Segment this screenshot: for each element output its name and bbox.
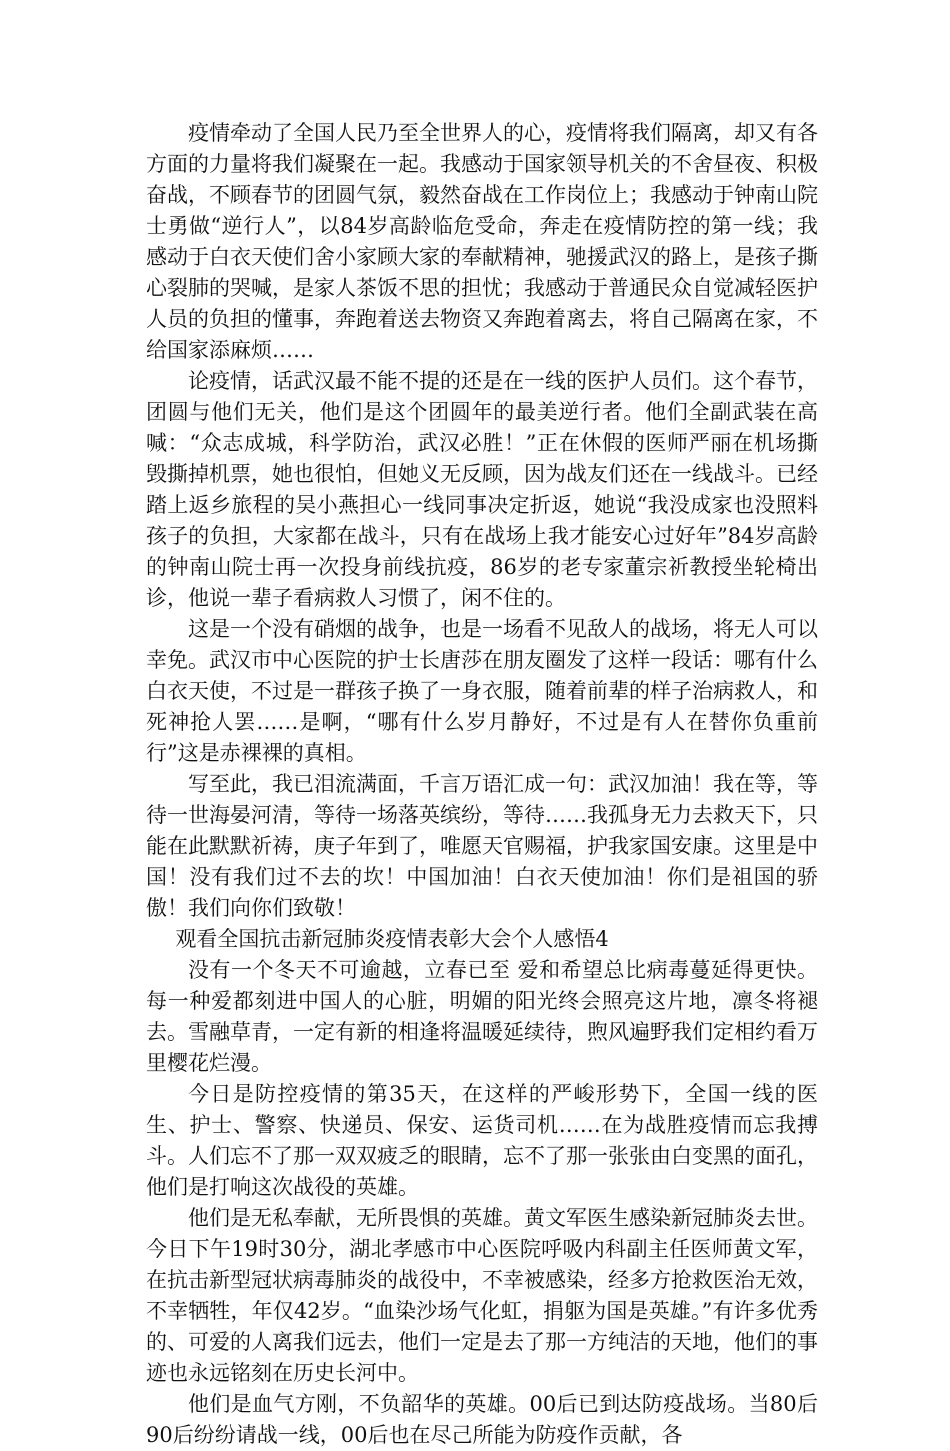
document-body (146, 118, 818, 1451)
paragraph: 没有一个冬天不可逾越，立春已至 爱和希望总比病毒蔓延得更快。每一种爱都刻进中国人的心脏，明媚的阳光终会照亮这片地，凛冬将褪去。雪融草青，一定有新的相逢将温暖延续待，煦风遍野我们定相约看万里樱花烂漫。 (146, 958, 818, 1075)
paragraph: 这是一个没有硝烟的战争，也是一场看不见敌人的战场，将无人可以幸免。武汉市中心医院的护士长唐莎在朋友圈发了这样一段话：哪有什么白衣天使，不过是一群孩子换了一身衣服，随着前辈的样子治病救人，和死神抢人罢……是啊，“哪有什么岁月静好，不过是有人在替你负重前行”这是赤裸裸的真相。 (146, 617, 818, 765)
paragraph: 论疫情，话武汉最不能不提的还是在一线的医护人员们。这个春节，团圆与他们无关，他们是这个团圆年的最美逆行者。他们全副武装在高喊：“众志成城，科学防治，武汉必胜！”正在休假的医师严丽在机场撕毁撕掉机票，她也很怕，但她义无反顾，因为战友们还在一线战斗。已经踏上返乡旅程的吴小燕担心一线同事决定折返，她说“我没成家也没照料孩子的负担，大家都在战斗，只有在战场上我才能安心过好年”84岁高龄的钟南山院士再一次投身前线抗疫，86岁的老专家董宗祈教授坐轮椅出诊，他说一辈子看病救人习惯了，闲不住的。 (146, 369, 818, 610)
paragraph: 今日是防控疫情的第35天，在这样的严峻形势下，全国一线的医生、护士、警察、快递员、保安、运货司机……在为战胜疫情而忘我搏斗。人们忘不了那一双双疲乏的眼睛，忘不了那一张张由白变黑的面孔，他们是打响这次战役的英雄。 (146, 1082, 818, 1199)
paragraph: 他们是血气方刚，不负韶华的英雄。00后已到达防疫战场。当80后90后纷纷请战一线，00后也在尽己所能为防疫作贡献，各 (146, 1392, 818, 1447)
paragraph: 写至此，我已泪流满面，千言万语汇成一句：武汉加油！我在等，等待一世海晏河清，等待一场落英缤纷，等待……我孤身无力去救天下，只能在此默默祈祷，庚子年到了，唯愿天官赐福，护我家国安康。这里是中国！没有我们过不去的坎！中国加油！白衣天使加油！你们是祖国的骄傲！我们向你们致敬！ (146, 772, 818, 920)
paragraph: 疫情牵动了全国人民乃至全世界人的心，疫情将我们隔离，却又有各方面的力量将我们凝聚在一起。我感动于国家领导机关的不舍昼夜、积极奋战，不顾春节的团圆气氛，毅然奋战在工作岗位上；我感动于钟南山院士勇做“逆行人”，以84岁高龄临危受命，奔走在疫情防控的第一线；我感动于白衣天使们舍小家顾大家的奉献精神，驰援武汉的路上，是孩子撕心裂肺的哭喊，是家人茶饭不思的担忧；我感动于普通民众自觉减轻医护人员的负担的懂事，奔跑着送去物资又奔跑着离去，将自己隔离在家，不给国家添麻烦…… (146, 121, 818, 362)
section-heading: 观看全国抗击新冠肺炎疫情表彰大会个人感悟4 (175, 927, 609, 951)
paragraph: 他们是无私奉献，无所畏惧的英雄。黄文军医生感染新冠肺炎去世。今日下午19时30分，湖北孝感市中心医院呼吸内科副主任医师黄文军，在抗击新型冠状病毒肺炎的战役中，不幸被感染，经多方抢救医治无效，不幸牺牲，年仅42岁。“血染沙场气化虹，捐躯为国是英雄。”有许多优秀的、可爱的人离我们远去，他们一定是去了那一方纯洁的天地，他们的事迹也永远铭刻在历史长河中。 (146, 1206, 818, 1385)
